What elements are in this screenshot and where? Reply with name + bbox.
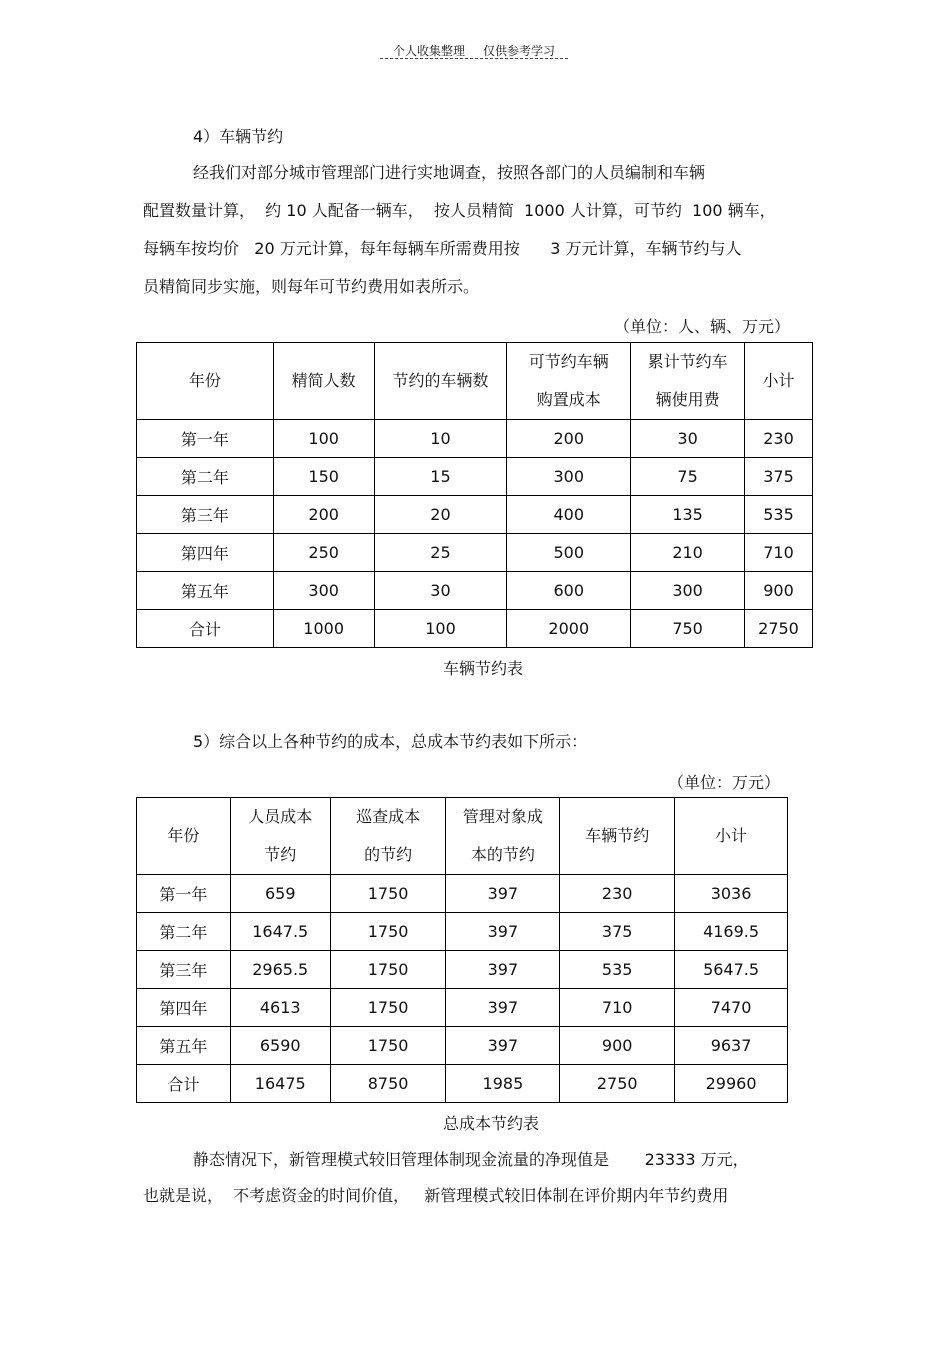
paragraph-line: 每辆车按均价 20 万元计算，每年每辆车所需费用按 3 万元计算，车辆节约与人: [143, 239, 742, 258]
table-cell: 3036: [675, 875, 788, 913]
table-cell: 75: [631, 458, 745, 496]
table-cell: 535: [745, 496, 813, 534]
table-cell: 500: [507, 534, 631, 572]
table-cell: 16475: [230, 1065, 330, 1103]
table-cell: 397: [446, 913, 560, 951]
table-header-row: [137, 798, 788, 875]
table-cell: 135: [631, 496, 745, 534]
table1-caption: 车辆节约表: [443, 659, 524, 678]
table-row: [137, 1065, 788, 1103]
table-cell: 230: [560, 875, 675, 913]
row-label-cell: 第四年: [137, 989, 231, 1027]
table-row: [137, 1027, 788, 1065]
table-cell: 1750: [330, 875, 446, 913]
table-cell: 25: [374, 534, 507, 572]
column-header-text: 年份: [188, 371, 221, 390]
table-cell: 30: [631, 420, 745, 458]
table-cell: 900: [745, 572, 813, 610]
table-cell: 4169.5: [675, 913, 788, 951]
table-cell: 397: [446, 875, 560, 913]
table-cell: 100: [374, 610, 507, 648]
table-cell: 2965.5: [230, 951, 330, 989]
column-header: [560, 798, 675, 875]
table-row: [137, 951, 788, 989]
table-cell: 1750: [330, 1027, 446, 1065]
vehicle-savings-table: [136, 342, 813, 648]
row-label-cell: 第二年: [137, 913, 231, 951]
column-header: [330, 798, 446, 875]
table-cell: 1750: [330, 951, 446, 989]
column-header-text: 小计: [715, 826, 748, 845]
table-cell: 300: [273, 572, 374, 610]
page-header: [380, 40, 568, 60]
row-label-cell: 第一年: [137, 875, 231, 913]
column-header: [374, 343, 507, 420]
table-cell: 1750: [330, 989, 446, 1027]
column-header-text: 车辆节约: [585, 826, 650, 845]
table-cell: 30: [374, 572, 507, 610]
column-header-text: 人员成本: [248, 807, 313, 826]
table-cell: 6590: [230, 1027, 330, 1065]
table-cell: 29960: [675, 1065, 788, 1103]
column-header: [631, 343, 745, 420]
column-header: [745, 343, 813, 420]
table-cell: 300: [631, 572, 745, 610]
table-row: [137, 572, 813, 610]
column-header: [273, 343, 374, 420]
row-label-cell: 第五年: [137, 572, 274, 610]
table-cell: 397: [446, 951, 560, 989]
table-cell: 10: [374, 420, 507, 458]
table-row: [137, 875, 788, 913]
column-header-text: 节约的车辆数: [392, 371, 489, 390]
table-cell: 2750: [560, 1065, 675, 1103]
paragraph-line: 经我们对部分城市管理部门进行实地调查，按照各部门的人员编制和车辆: [193, 163, 706, 182]
table-cell: 2000: [507, 610, 631, 648]
column-header: [507, 343, 631, 420]
column-header-text: 精简人数: [291, 371, 356, 390]
table-cell: 659: [230, 875, 330, 913]
column-header-text: 年份: [167, 826, 200, 845]
table-header-row: [137, 343, 813, 420]
table-cell: 150: [273, 458, 374, 496]
column-header: [137, 343, 274, 420]
table-cell: 400: [507, 496, 631, 534]
section5-title: 5）综合以上各种节约的成本，总成本节约表如下所示：: [193, 732, 588, 751]
paragraph-line: 员精简同步实施，则每年可节约费用如表所示。: [143, 277, 480, 296]
table2-unit: （单位：万元）: [668, 773, 781, 792]
column-header-text: 小计: [762, 371, 795, 390]
table-cell: 20: [374, 496, 507, 534]
column-header-text: 的节约: [364, 845, 413, 864]
table-cell: 2750: [745, 610, 813, 648]
row-label-cell: 第三年: [137, 951, 231, 989]
column-header-text: 管理对象成: [462, 807, 543, 826]
table-cell: 375: [745, 458, 813, 496]
header-left-text: 个人收集整理: [392, 43, 465, 58]
column-header-text: 累计节约车: [647, 352, 728, 371]
conclusion-line: 也就是说， 不考虑资金的时间价值， 新管理模式较旧体制在评价期内年节约费用: [143, 1186, 729, 1205]
table-row: [137, 989, 788, 1027]
table-cell: 535: [560, 951, 675, 989]
table1-unit: （单位：人、辆、万元）: [614, 317, 791, 336]
table2-caption: 总成本节约表: [443, 1114, 540, 1133]
row-label-cell: 第二年: [137, 458, 274, 496]
table-cell: 710: [560, 989, 675, 1027]
table-cell: 210: [631, 534, 745, 572]
conclusion-line: 静态情况下，新管理模式较旧管理体制现金流量的净现值是 23333 万元，: [193, 1150, 749, 1169]
table-row: [137, 458, 813, 496]
row-label-cell: 合计: [137, 1065, 231, 1103]
section4-title: 4）车辆节约: [193, 127, 284, 146]
total-savings-table: [136, 797, 788, 1103]
table-cell: 250: [273, 534, 374, 572]
table-row: [137, 913, 788, 951]
table-cell: 1000: [273, 610, 374, 648]
table-cell: 1647.5: [230, 913, 330, 951]
table-cell: 15: [374, 458, 507, 496]
column-header: [446, 798, 560, 875]
table-row: [137, 420, 813, 458]
header-divider: [380, 58, 568, 59]
column-header: [675, 798, 788, 875]
row-label-cell: 第五年: [137, 1027, 231, 1065]
table-cell: 900: [560, 1027, 675, 1065]
table-cell: 375: [560, 913, 675, 951]
row-label-cell: 第一年: [137, 420, 274, 458]
column-header-text: 购置成本: [536, 390, 601, 409]
paragraph-line: 配置数量计算， 约 10 人配备一辆车， 按人员精简 1000 人计算，可节约 100 辆车，: [143, 201, 776, 220]
column-header-text: 辆使用费: [655, 390, 720, 409]
row-label-cell: 合计: [137, 610, 274, 648]
column-header: [137, 798, 231, 875]
table-cell: 600: [507, 572, 631, 610]
column-header-text: 节约: [264, 845, 297, 864]
row-label-cell: 第三年: [137, 496, 274, 534]
header-right-text: 仅供参考学习: [483, 43, 556, 58]
column-header-text: 本的节约: [470, 845, 535, 864]
table-cell: 710: [745, 534, 813, 572]
table-row: [137, 534, 813, 572]
table-cell: 750: [631, 610, 745, 648]
column-header-text: 可节约车辆: [528, 352, 609, 371]
table-cell: 200: [507, 420, 631, 458]
table-cell: 5647.5: [675, 951, 788, 989]
table-cell: 1985: [446, 1065, 560, 1103]
table-cell: 8750: [330, 1065, 446, 1103]
table-cell: 300: [507, 458, 631, 496]
table-cell: 4613: [230, 989, 330, 1027]
table-cell: 1750: [330, 913, 446, 951]
table-cell: 200: [273, 496, 374, 534]
table-cell: 100: [273, 420, 374, 458]
table-cell: 230: [745, 420, 813, 458]
table-cell: 7470: [675, 989, 788, 1027]
table-cell: 397: [446, 989, 560, 1027]
row-label-cell: 第四年: [137, 534, 274, 572]
column-header: [230, 798, 330, 875]
table-cell: 397: [446, 1027, 560, 1065]
table-cell: 9637: [675, 1027, 788, 1065]
table-row: [137, 610, 813, 648]
table-row: [137, 496, 813, 534]
column-header-text: 巡查成本: [356, 807, 421, 826]
